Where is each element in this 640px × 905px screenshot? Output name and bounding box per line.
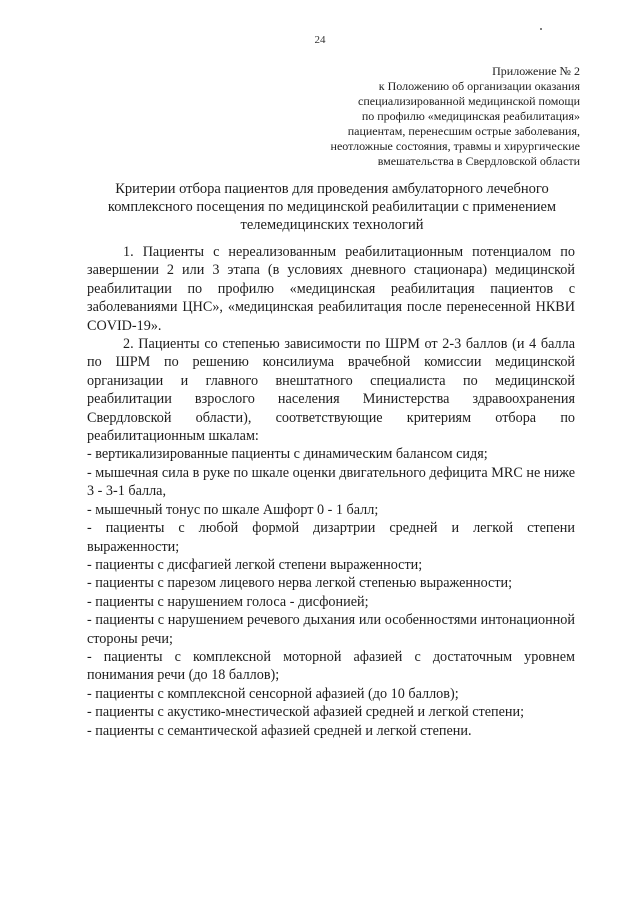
title-line: Критерии отбора пациентов для проведения амбулаторного лечебного: [115, 181, 549, 197]
criteria-item: - пациенты с парезом лицевого нерва легкой степенью выраженности;: [87, 575, 513, 592]
criteria-item: - пациенты с семантической афазией средней и легкой степени.: [87, 722, 472, 739]
criteria-item: - пациенты с любой формой дизартрии средней и легкой степени выраженности;: [87, 520, 575, 555]
criteria-item: - вертикализированные пациенты с динамическим балансом сидя;: [87, 446, 488, 463]
criteria-item: - пациенты с дисфагией легкой степени выраженности;: [87, 556, 423, 573]
appendix-line: специализированной медицинской помощи: [358, 94, 580, 108]
title-line: комплексного посещения по медицинской реабилитации с применением: [107, 199, 557, 215]
criteria-item: - пациенты с акустико-мнестической афазией средней и легкой степени;: [87, 704, 525, 721]
appendix-line: по профилю «медицинская реабилитация»: [361, 109, 580, 123]
appendix-line: к Положению об организации оказания: [378, 79, 580, 93]
criteria-item: - пациенты с нарушением речевого дыхания или особенностями интонационной стороны речи;: [87, 612, 575, 647]
appendix-header: [280, 64, 580, 169]
appendix-line: неотложные состояния, травмы и хирургические: [330, 139, 580, 153]
paragraph-2: 2. Пациенты со степенью зависимости по ШРМ от 2-3 баллов (и 4 балла по ШРМ по решению консилиума врачебной комиссии медицинской организации и главного внештатного специалиста по медицинской реабилитации взрослого населения Министерства здравоохранения Свердловской области), соответствующие критериям отбора по реабилитационным шкалам:: [87, 336, 575, 445]
appendix-line: пациентам, перенесшим острые заболевания,: [347, 124, 580, 138]
criteria-item: - пациенты с нарушением голоса - дисфонией;: [87, 593, 369, 610]
paragraph-1: 1. Пациенты с нереализованным реабилитационным потенциалом по завершении 2 или 3 этапа (в условиях дневного стационара) медицинской реабилитации по профилю «медицинская реабилитация пациентов с заболеваниями ЦНС», «медицинская реабилитация после перенесенной НКВИ COVID-19».: [87, 244, 575, 334]
document-title: [90, 180, 574, 234]
criteria-item: - мышечный тонус по шкале Ашфорт 0 - 1 балл;: [87, 501, 379, 518]
criteria-item: - пациенты с комплексной сенсорной афазией (до 10 баллов);: [87, 685, 459, 702]
title-line: телемедицинских технологий: [240, 217, 424, 233]
criteria-item: - пациенты с комплексной моторной афазией с достаточным уровнем понимания речи (до 18 баллов);: [87, 648, 575, 684]
appendix-line: вмешательства в Свердловской области: [377, 154, 580, 168]
page-number: 24: [314, 34, 326, 46]
scan-dot-mark: [540, 28, 542, 30]
criteria-item: - мышечная сила в руке по шкале оценки двигательного дефицита MRC не ниже 3 - 3-1 балла,: [87, 464, 575, 500]
document-body: [87, 243, 575, 740]
appendix-line: Приложение № 2: [492, 64, 580, 78]
